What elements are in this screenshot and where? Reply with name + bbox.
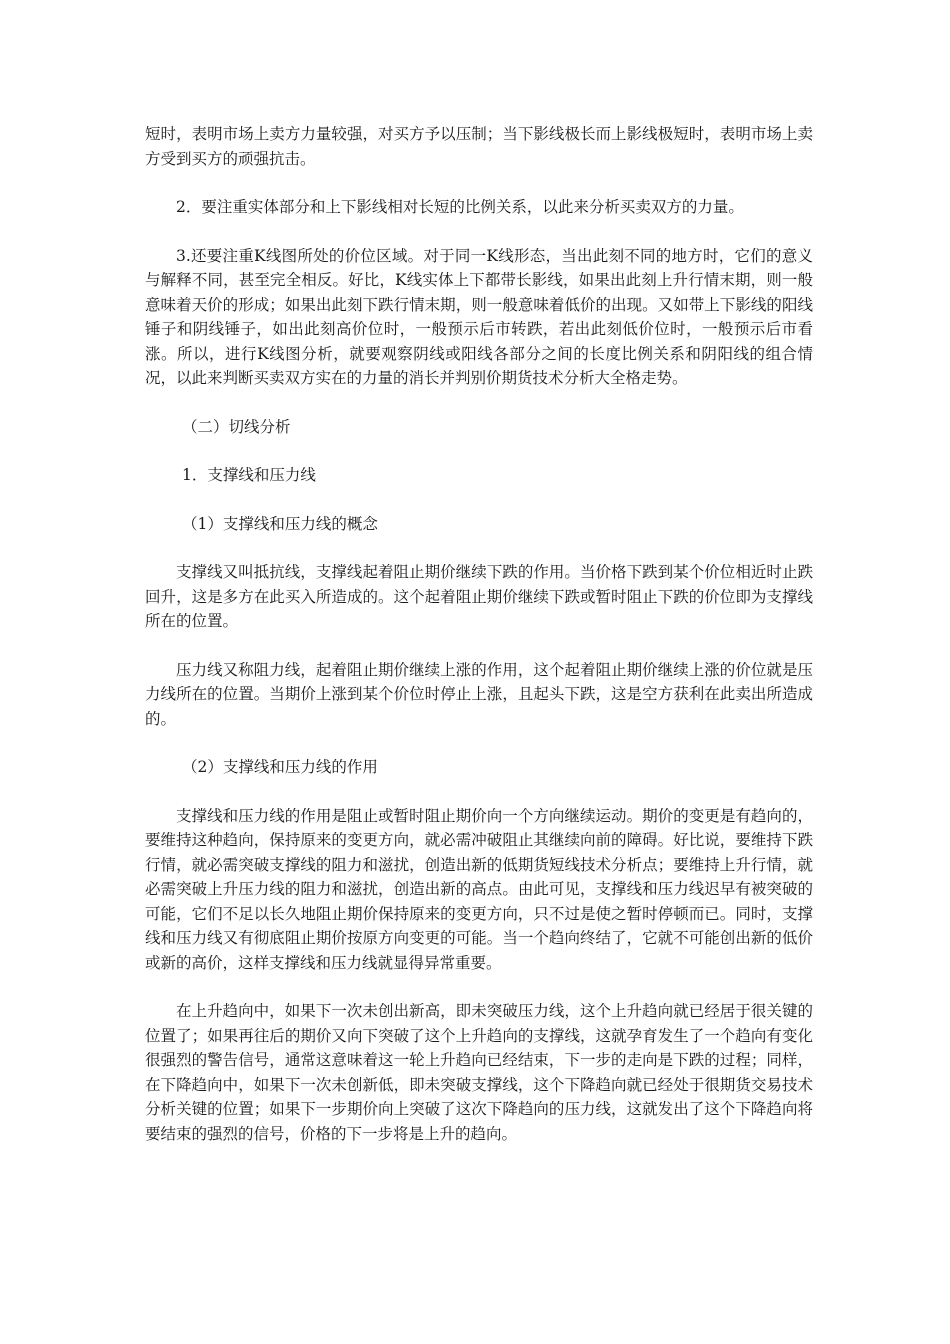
section-heading-tangent-analysis: （二）切线分析 — [182, 417, 291, 436]
subsubsection-heading-function: （2）支撑线和压力线的作用 — [182, 758, 378, 776]
subsection-heading-support-resistance: 1．支撑线和压力线 — [182, 466, 316, 484]
paragraph-continuation: 短时，表明市场上卖方力量较强，对买方予以压制；当下影线极长而上影线极短时，表明市场上卖方受到买方的顽强抗击。 — [145, 125, 813, 168]
paragraph-resistance-line: 压力线又称阻力线，起着阻止期价继续上涨的作用，这个起着阻止期价继续上涨的价位就是压力线所在的位置。当期价上涨到某个价位时停止上涨，且起头下跌，这是空方获利在此卖出所造成的。 — [145, 660, 813, 728]
paragraph-support-line: 支撑线又叫抵抗线，支撑线起着阻止期价继续下跌的作用。当价格下跌到某个价位相近时止跌回升，这是多方在此买入所造成的。这个起着阻止期价继续下跌或暂时阻止下跌的价位即为支撑线所在的位置。 — [145, 563, 813, 630]
paragraph-point-2: 2．要注重实体部分和上下影线相对长短的比例关系，以此来分析买卖双方的力量。 — [176, 198, 744, 216]
paragraph-function: 支撑线和压力线的作用是阻止或暂时阻止期价向一个方向继续运动。期价的变更是有趋向的，要维持这种趋向，保持原来的变更方向，就必需冲破阻止其继续向前的障碍。好比说，要维持下跌行情，就必需突破支撑线的阻力和滋扰，创造出新的低期货短线技术分析点；要维持上升行情，就必需突破上升压力线的阻力和滋扰，创造出新的高点。由此可见，支撑线和压力线迟早有被突破的可能，它们不足以长久地阻止期价保持原来的变更方向，只不过是使之暂时停顿而已。同时，支撑线和压力线又有彻底阻止期价按原方向变更的可能。当一个趋向终结了，它就不可能创出新的低价或新的高价，这样支撑线和压力线就显得异常重要。 — [145, 806, 813, 972]
subsubsection-heading-concept: （1）支撑线和压力线的概念 — [182, 514, 378, 533]
document-body — [145, 122, 813, 1170]
paragraph-trend: 在上升趋向中，如果下一次未创出新高，即未突破压力线，这个上升趋向就已经居于很关键的位置了；如果再往后的期价又向下突破了这个上升趋向的支撑线，这就孕育发生了一个趋向有变化很强烈的警告信号，通常这意味着这一轮上升趋向已经结束，下一步的走向是下跌的过程；同样，在下降趋向中，如果下一次未创新低，即未突破支撑线，这个下降趋向就已经处于很期货交易技术分析关键的位置；如果下一步期价向上突破了这次下降趋向的压力线，这就发出了这个下降趋向将要结束的强烈的信号，价格的下一步将是上升的趋向。 — [145, 1002, 813, 1143]
paragraph-point-3: 3.还要注重K线图所处的价位区域。对于同一K线形态，当出此刻不同的地方时，它们的意义与解释不同，甚至完全相反。好比，K线实体上下都带长影线，如果出此刻上升行情末期，则一般意味着天价的形成；如果出此刻下跌行情末期，则一般意味着低价的出现。又如带上下影线的阳线锤子和阴线锤子，如出此刻高价位时，一般预示后市转跌，若出此刻低价位时，一般预示后市看涨。所以，进行K线图分析，就要观察阴线或阳线各部分之间的长度比例关系和阴阳线的组合情况，以此来判断买卖双方实在的力量的消长并判别价期货技术分析大全格走势。 — [145, 246, 813, 387]
